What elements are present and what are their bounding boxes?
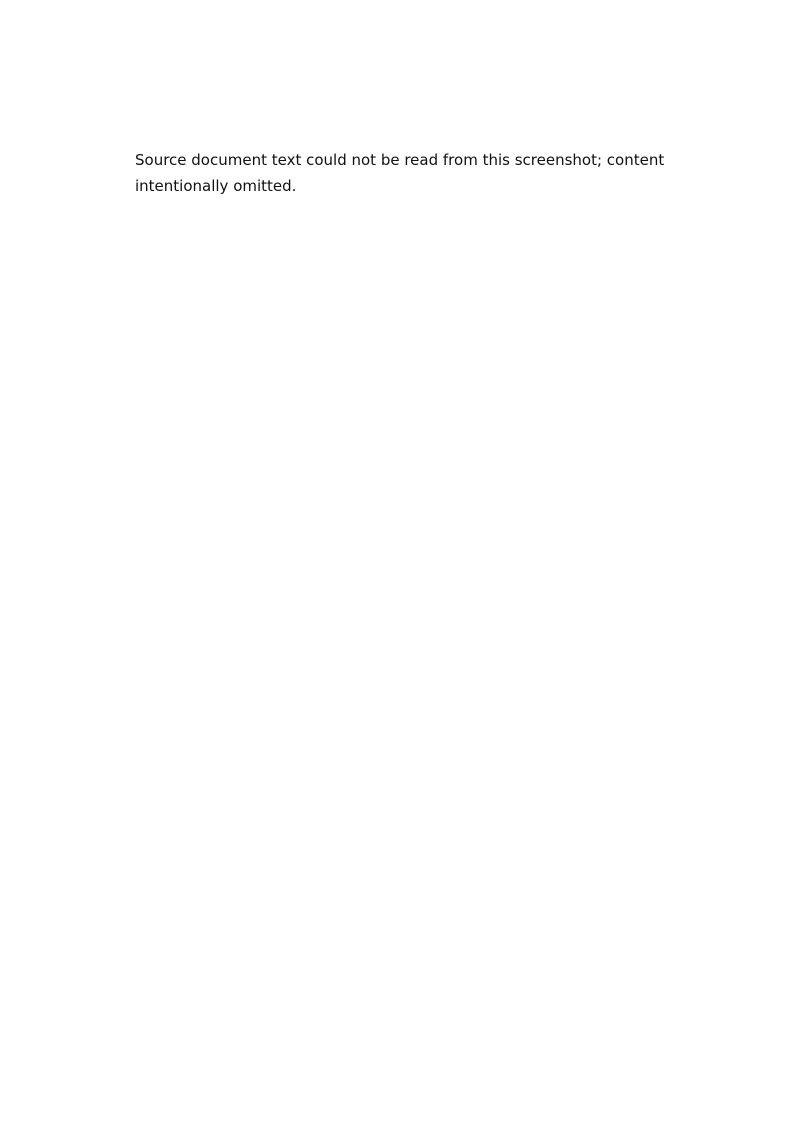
notice-text: Source document text could not be read from this screenshot; content intentionally omitted.	[135, 151, 665, 195]
